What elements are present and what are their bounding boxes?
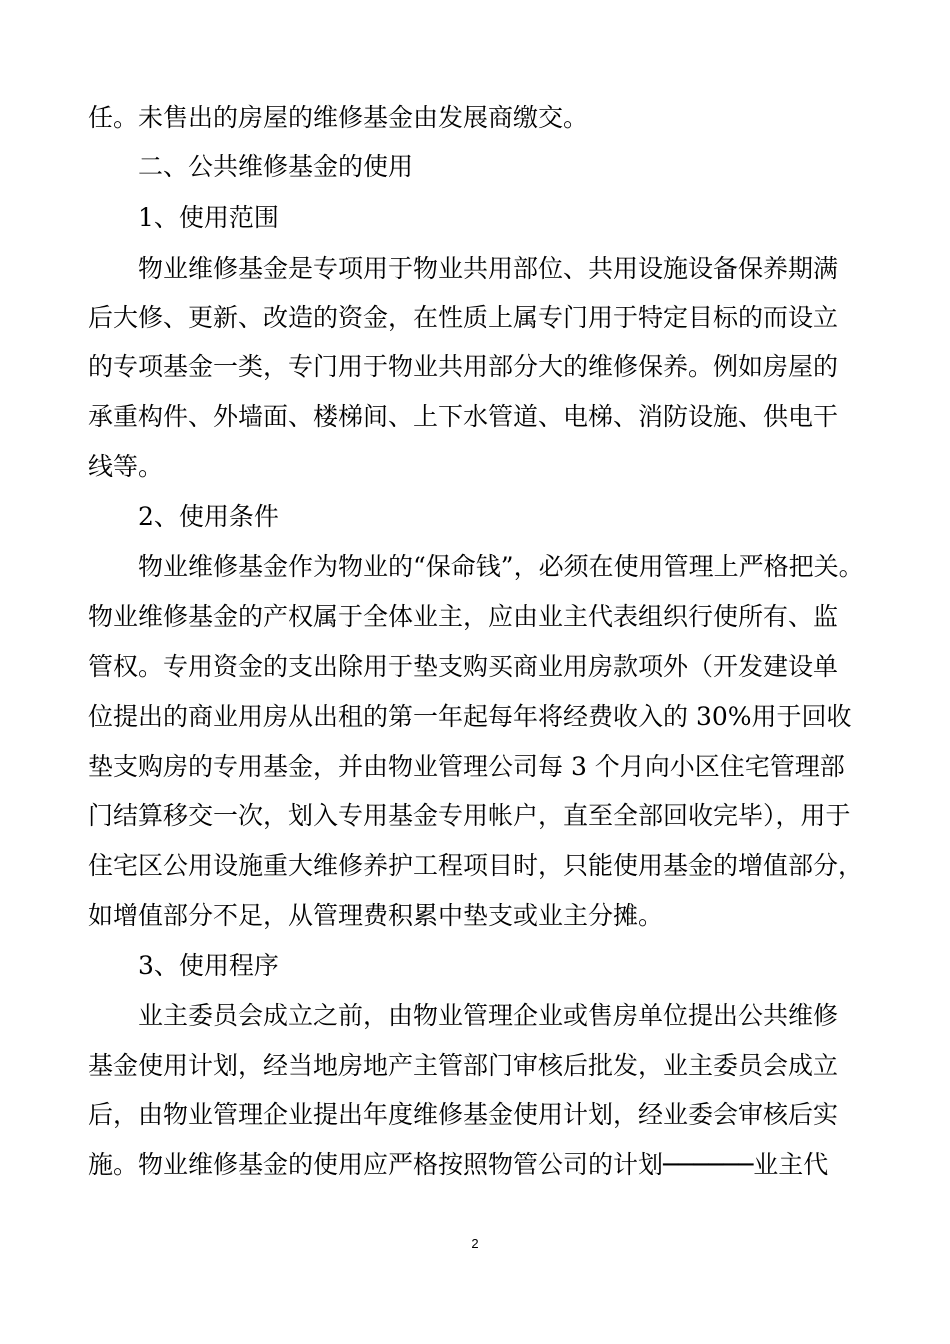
text-line: 位提出的商业用房从出租的第一年起每年将经费收入的 30%用于回收 (88, 702, 852, 731)
text-line: 施。物业维修基金的使用应严格按照物管公司的计划──────业主代 (88, 1150, 829, 1179)
text-line: 门结算移交一次，划入专用基金专用帐户，直至全部回收完毕），用于 (88, 801, 851, 830)
text-line: 承重构件、外墙面、楼梯间、上下水管道、电梯、消防设施、供电干 (88, 402, 839, 431)
text-line: 后，由物业管理企业提出年度维修基金使用计划，经业委会审核后实 (88, 1100, 839, 1129)
section-heading: 二、公共维修基金的使用 (138, 152, 414, 181)
text-line: 任。未售出的房屋的维修基金由发展商缴交。 (88, 103, 589, 132)
text-line: 物业维修基金是专项用于物业共用部位、共用设施设备保养期满 (138, 254, 839, 283)
text-line: 管权。专用资金的支出除用于垫支购买商业用房款项外（开发建设单 (88, 652, 839, 681)
subsection-heading: 3、使用程序 (138, 951, 279, 980)
text-line: 物业维修基金的产权属于全体业主，应由业主代表组织行使所有、监 (88, 602, 839, 631)
subsection-heading: 2、使用条件 (138, 502, 279, 531)
page-number: 2 (471, 1236, 479, 1251)
text-line: 住宅区公用设施重大维修养护工程项目时，只能使用基金的增值部分， (88, 851, 864, 880)
text-line: 业主委员会成立之前，由物业管理企业或售房单位提出公共维修 (138, 1001, 839, 1030)
text-line: 线等。 (88, 452, 164, 481)
text-line: 物业维修基金作为物业的“保命钱”，必须在使用管理上严格把关。 (138, 552, 864, 581)
text-line: 后大修、更新、改造的资金，在性质上属专门用于特定目标的而设立 (88, 303, 839, 332)
text-line: 的专项基金一类，专门用于物业共用部分大的维修保养。例如房屋的 (88, 352, 839, 381)
text-line: 基金使用计划，经当地房地产主管部门审核后批发，业主委员会成立 (88, 1051, 839, 1080)
text-line: 如增值部分不足，从管理费积累中垫支或业主分摊。 (88, 901, 664, 930)
text-line: 垫支购房的专用基金，并由物业管理公司每 3 个月向小区住宅管理部 (88, 752, 845, 781)
subsection-heading: 1、使用范围 (138, 203, 279, 232)
